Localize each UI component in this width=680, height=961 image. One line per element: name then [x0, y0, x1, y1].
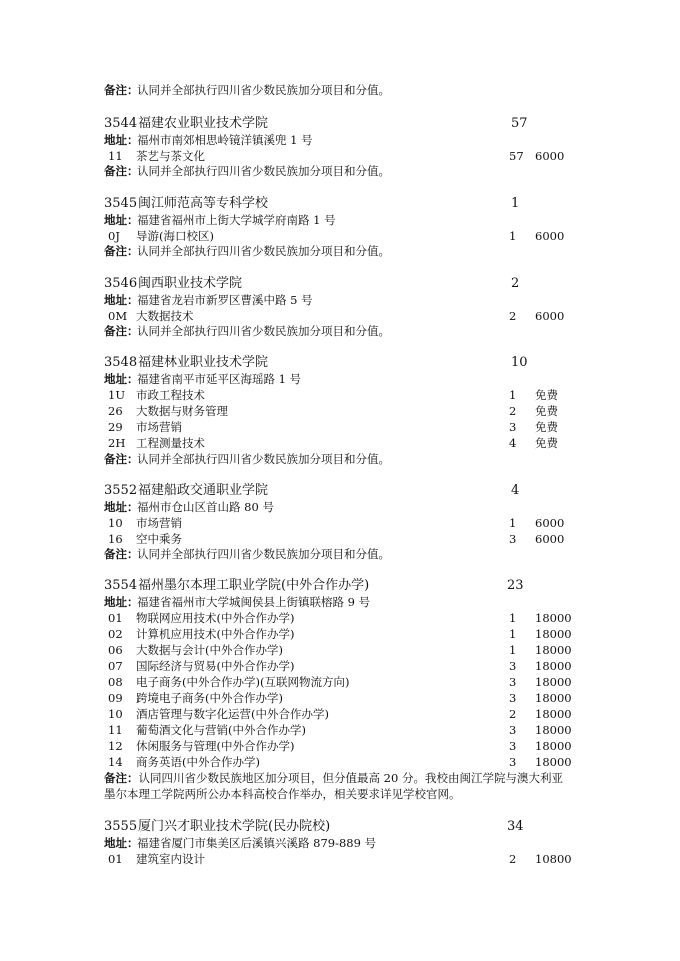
remark-paragraph: [104, 770, 574, 802]
program-count: 2: [509, 707, 517, 721]
address-text: 福建省南平市延平区海瑶路 1 号: [137, 372, 302, 386]
school-header: [0, 275, 680, 293]
remark-line: [0, 82, 680, 98]
program-fee: 18000: [535, 611, 572, 625]
school-total: 23: [507, 578, 524, 593]
address-text: 福州市南郊相思岭镜洋镇溪兜 1 号: [137, 133, 313, 147]
program-fee: 18000: [535, 627, 572, 641]
program-name: 建筑室内设计: [136, 852, 205, 866]
school-code: 3548: [104, 355, 138, 370]
school-total: 1: [511, 196, 520, 211]
address-line: [0, 292, 680, 308]
program-fee: 18000: [535, 691, 572, 705]
program-row: [0, 658, 680, 674]
school-header: [0, 577, 680, 595]
remark-text: 认同四川省少数民族地区加分项目，但分值最高 20 分。我校由闽江学院与澳大利亚墨尔本理工学院两所公办本科高校合作举办，相关要求详见学校官网。: [104, 771, 563, 801]
program-name: 市场营销: [136, 516, 182, 530]
program-fee: 6000: [535, 516, 565, 530]
address-line: [0, 371, 680, 387]
address-line: [0, 835, 680, 851]
school-header: [0, 354, 680, 372]
program-fee: 18000: [535, 755, 572, 769]
program-count: 2: [509, 404, 517, 418]
school-header: [0, 482, 680, 500]
program-count: 2: [509, 309, 517, 323]
program-name: 大数据技术: [136, 309, 194, 323]
program-code: 02: [108, 627, 123, 641]
address-text: 福建省厦门市集美区后溪镇兴溪路 879-889 号: [137, 836, 377, 850]
school-code: 3544: [104, 116, 138, 131]
school-name: 福建农业职业技术学院: [138, 116, 269, 131]
remark-line: [0, 163, 680, 179]
program-fee: 免费: [535, 436, 558, 450]
school-header: [0, 115, 680, 133]
program-code: 06: [108, 643, 123, 657]
school-total: 4: [511, 483, 520, 498]
program-row: [0, 738, 680, 754]
address-label: 地址：: [104, 213, 139, 227]
address-line: [0, 212, 680, 228]
address-label: 地址：: [104, 500, 139, 514]
program-row: [0, 851, 680, 867]
program-name: 计算机应用技术(中外合作办学): [136, 627, 295, 641]
school-code: 3554: [104, 578, 138, 593]
program-row: [0, 674, 680, 690]
remark-label: 备注：: [104, 771, 139, 785]
program-fee: 18000: [535, 675, 572, 689]
program-name: 跨境电子商务(中外合作办学): [136, 691, 283, 705]
program-fee: 6000: [535, 149, 565, 163]
remark-text: 认同并全部执行四川省少数民族加分项目和分值。: [137, 547, 390, 561]
program-name: 空中乘务: [136, 532, 182, 546]
school-total: 34: [507, 819, 524, 834]
school-name: 闽西职业技术学院: [138, 276, 243, 291]
program-code: 1U: [108, 388, 126, 402]
school-code: 3546: [104, 276, 138, 291]
program-name: 商务英语(中外合作办学): [136, 755, 260, 769]
program-fee: 6000: [535, 532, 565, 546]
address-text: 福建省龙岩市新罗区曹溪中路 5 号: [137, 293, 313, 307]
program-row: [0, 419, 680, 435]
program-count: 1: [509, 388, 517, 402]
program-code: 16: [108, 532, 123, 546]
program-row: [0, 148, 680, 164]
remark-label: 备注：: [104, 164, 139, 178]
program-code: 2H: [108, 436, 126, 450]
program-name: 电子商务(中外合作办学)(互联网物流方向): [136, 675, 350, 689]
address-label: 地址：: [104, 372, 139, 386]
program-code: 29: [108, 420, 123, 434]
program-code: 11: [108, 723, 123, 737]
program-name: 市场营销: [136, 420, 182, 434]
program-row: [0, 722, 680, 738]
program-count: 3: [509, 691, 517, 705]
school-total: 10: [511, 355, 528, 370]
program-code: 09: [108, 691, 123, 705]
program-code: 12: [108, 739, 123, 753]
program-row: [0, 515, 680, 531]
program-name: 葡萄酒文化与营销(中外合作办学): [136, 723, 306, 737]
program-count: 3: [509, 675, 517, 689]
remark-label: 备注：: [104, 324, 139, 338]
school-header: [0, 195, 680, 213]
remark-line: [0, 323, 680, 339]
program-row: [0, 531, 680, 547]
program-fee: 免费: [535, 404, 558, 418]
program-code: 26: [108, 404, 123, 418]
address-label: 地址：: [104, 595, 139, 609]
program-count: 2: [509, 852, 517, 866]
program-name: 导游(海口校区): [136, 229, 214, 243]
program-code: 01: [108, 611, 123, 625]
school-total: 57: [511, 116, 528, 131]
school-code: 3552: [104, 483, 138, 498]
program-code: 14: [108, 755, 123, 769]
program-fee: 18000: [535, 707, 572, 721]
address-label: 地址：: [104, 133, 139, 147]
remark-label: 备注：: [104, 83, 139, 97]
program-count: 1: [509, 516, 517, 530]
program-row: [0, 754, 680, 770]
program-fee: 6000: [535, 309, 565, 323]
school-name: 福州墨尔本理工职业学院(中外合作办学): [138, 578, 370, 593]
school-name: 闽江师范高等专科学校: [138, 196, 269, 211]
program-name: 茶艺与茶文化: [136, 149, 205, 163]
program-fee: 18000: [535, 659, 572, 673]
program-name: 大数据与会计(中外合作办学): [136, 643, 283, 657]
program-count: 57: [509, 149, 524, 163]
program-row: [0, 706, 680, 722]
program-row: [0, 610, 680, 626]
program-count: 3: [509, 420, 517, 434]
address-line: [0, 499, 680, 515]
remark-label: 备注：: [104, 452, 139, 466]
school-name: 厦门兴才职业技术学院(民办院校): [138, 819, 331, 834]
school-total: 2: [511, 276, 520, 291]
program-fee: 免费: [535, 388, 558, 402]
program-row: [0, 435, 680, 451]
program-code: 0J: [108, 229, 120, 243]
address-label: 地址：: [104, 293, 139, 307]
program-name: 休闲服务与管理(中外合作办学): [136, 739, 295, 753]
program-row: [0, 308, 680, 324]
program-row: [0, 690, 680, 706]
program-count: 4: [509, 436, 517, 450]
program-row: [0, 626, 680, 642]
program-count: 3: [509, 723, 517, 737]
program-fee: 6000: [535, 229, 565, 243]
program-row: [0, 642, 680, 658]
program-row: [0, 387, 680, 403]
program-name: 大数据与财务管理: [136, 404, 228, 418]
remark-text: 认同并全部执行四川省少数民族加分项目和分值。: [137, 324, 390, 338]
program-count: 3: [509, 755, 517, 769]
school-code: 3555: [104, 819, 138, 834]
address-line: [0, 594, 680, 610]
program-count: 1: [509, 229, 517, 243]
program-count: 3: [509, 532, 517, 546]
school-name: 福建林业职业技术学院: [138, 355, 269, 370]
program-code: 11: [108, 149, 123, 163]
remark-label: 备注：: [104, 244, 139, 258]
program-code: 08: [108, 675, 123, 689]
school-code: 3545: [104, 196, 138, 211]
program-fee: 18000: [535, 723, 572, 737]
program-fee: 免费: [535, 420, 558, 434]
remark-text: 认同并全部执行四川省少数民族加分项目和分值。: [137, 83, 390, 97]
program-count: 1: [509, 627, 517, 641]
program-code: 01: [108, 852, 123, 866]
school-header: [0, 818, 680, 836]
address-text: 福建省福州市大学城闽侯县上街镇联榕路 9 号: [137, 595, 371, 609]
program-count: 1: [509, 643, 517, 657]
address-text: 福建省福州市上街大学城学府南路 1 号: [137, 213, 336, 227]
program-fee: 18000: [535, 643, 572, 657]
remark-label: 备注：: [104, 547, 139, 561]
program-code: 07: [108, 659, 123, 673]
program-fee: 18000: [535, 739, 572, 753]
program-name: 工程测量技术: [136, 436, 205, 450]
program-code: 10: [108, 707, 123, 721]
program-row: [0, 228, 680, 244]
program-name: 物联网应用技术(中外合作办学): [136, 611, 295, 625]
remark-line: [0, 546, 680, 562]
program-name: 市政工程技术: [136, 388, 205, 402]
address-label: 地址：: [104, 836, 139, 850]
program-code: 10: [108, 516, 123, 530]
school-name: 福建船政交通职业学院: [138, 483, 269, 498]
remark-text: 认同并全部执行四川省少数民族加分项目和分值。: [137, 244, 390, 258]
program-name: 国际经济与贸易(中外合作办学): [136, 659, 295, 673]
address-text: 福州市仓山区首山路 80 号: [137, 500, 274, 514]
program-fee: 10800: [535, 852, 572, 866]
program-count: 3: [509, 739, 517, 753]
program-row: [0, 403, 680, 419]
program-count: 1: [509, 611, 517, 625]
address-line: [0, 132, 680, 148]
program-code: 0M: [108, 309, 128, 323]
program-count: 3: [509, 659, 517, 673]
remark-line: [0, 451, 680, 467]
program-name: 酒店管理与数字化运营(中外合作办学): [136, 707, 329, 721]
remark-line: [0, 243, 680, 259]
remark-text: 认同并全部执行四川省少数民族加分项目和分值。: [137, 452, 390, 466]
remark-text: 认同并全部执行四川省少数民族加分项目和分值。: [137, 164, 390, 178]
